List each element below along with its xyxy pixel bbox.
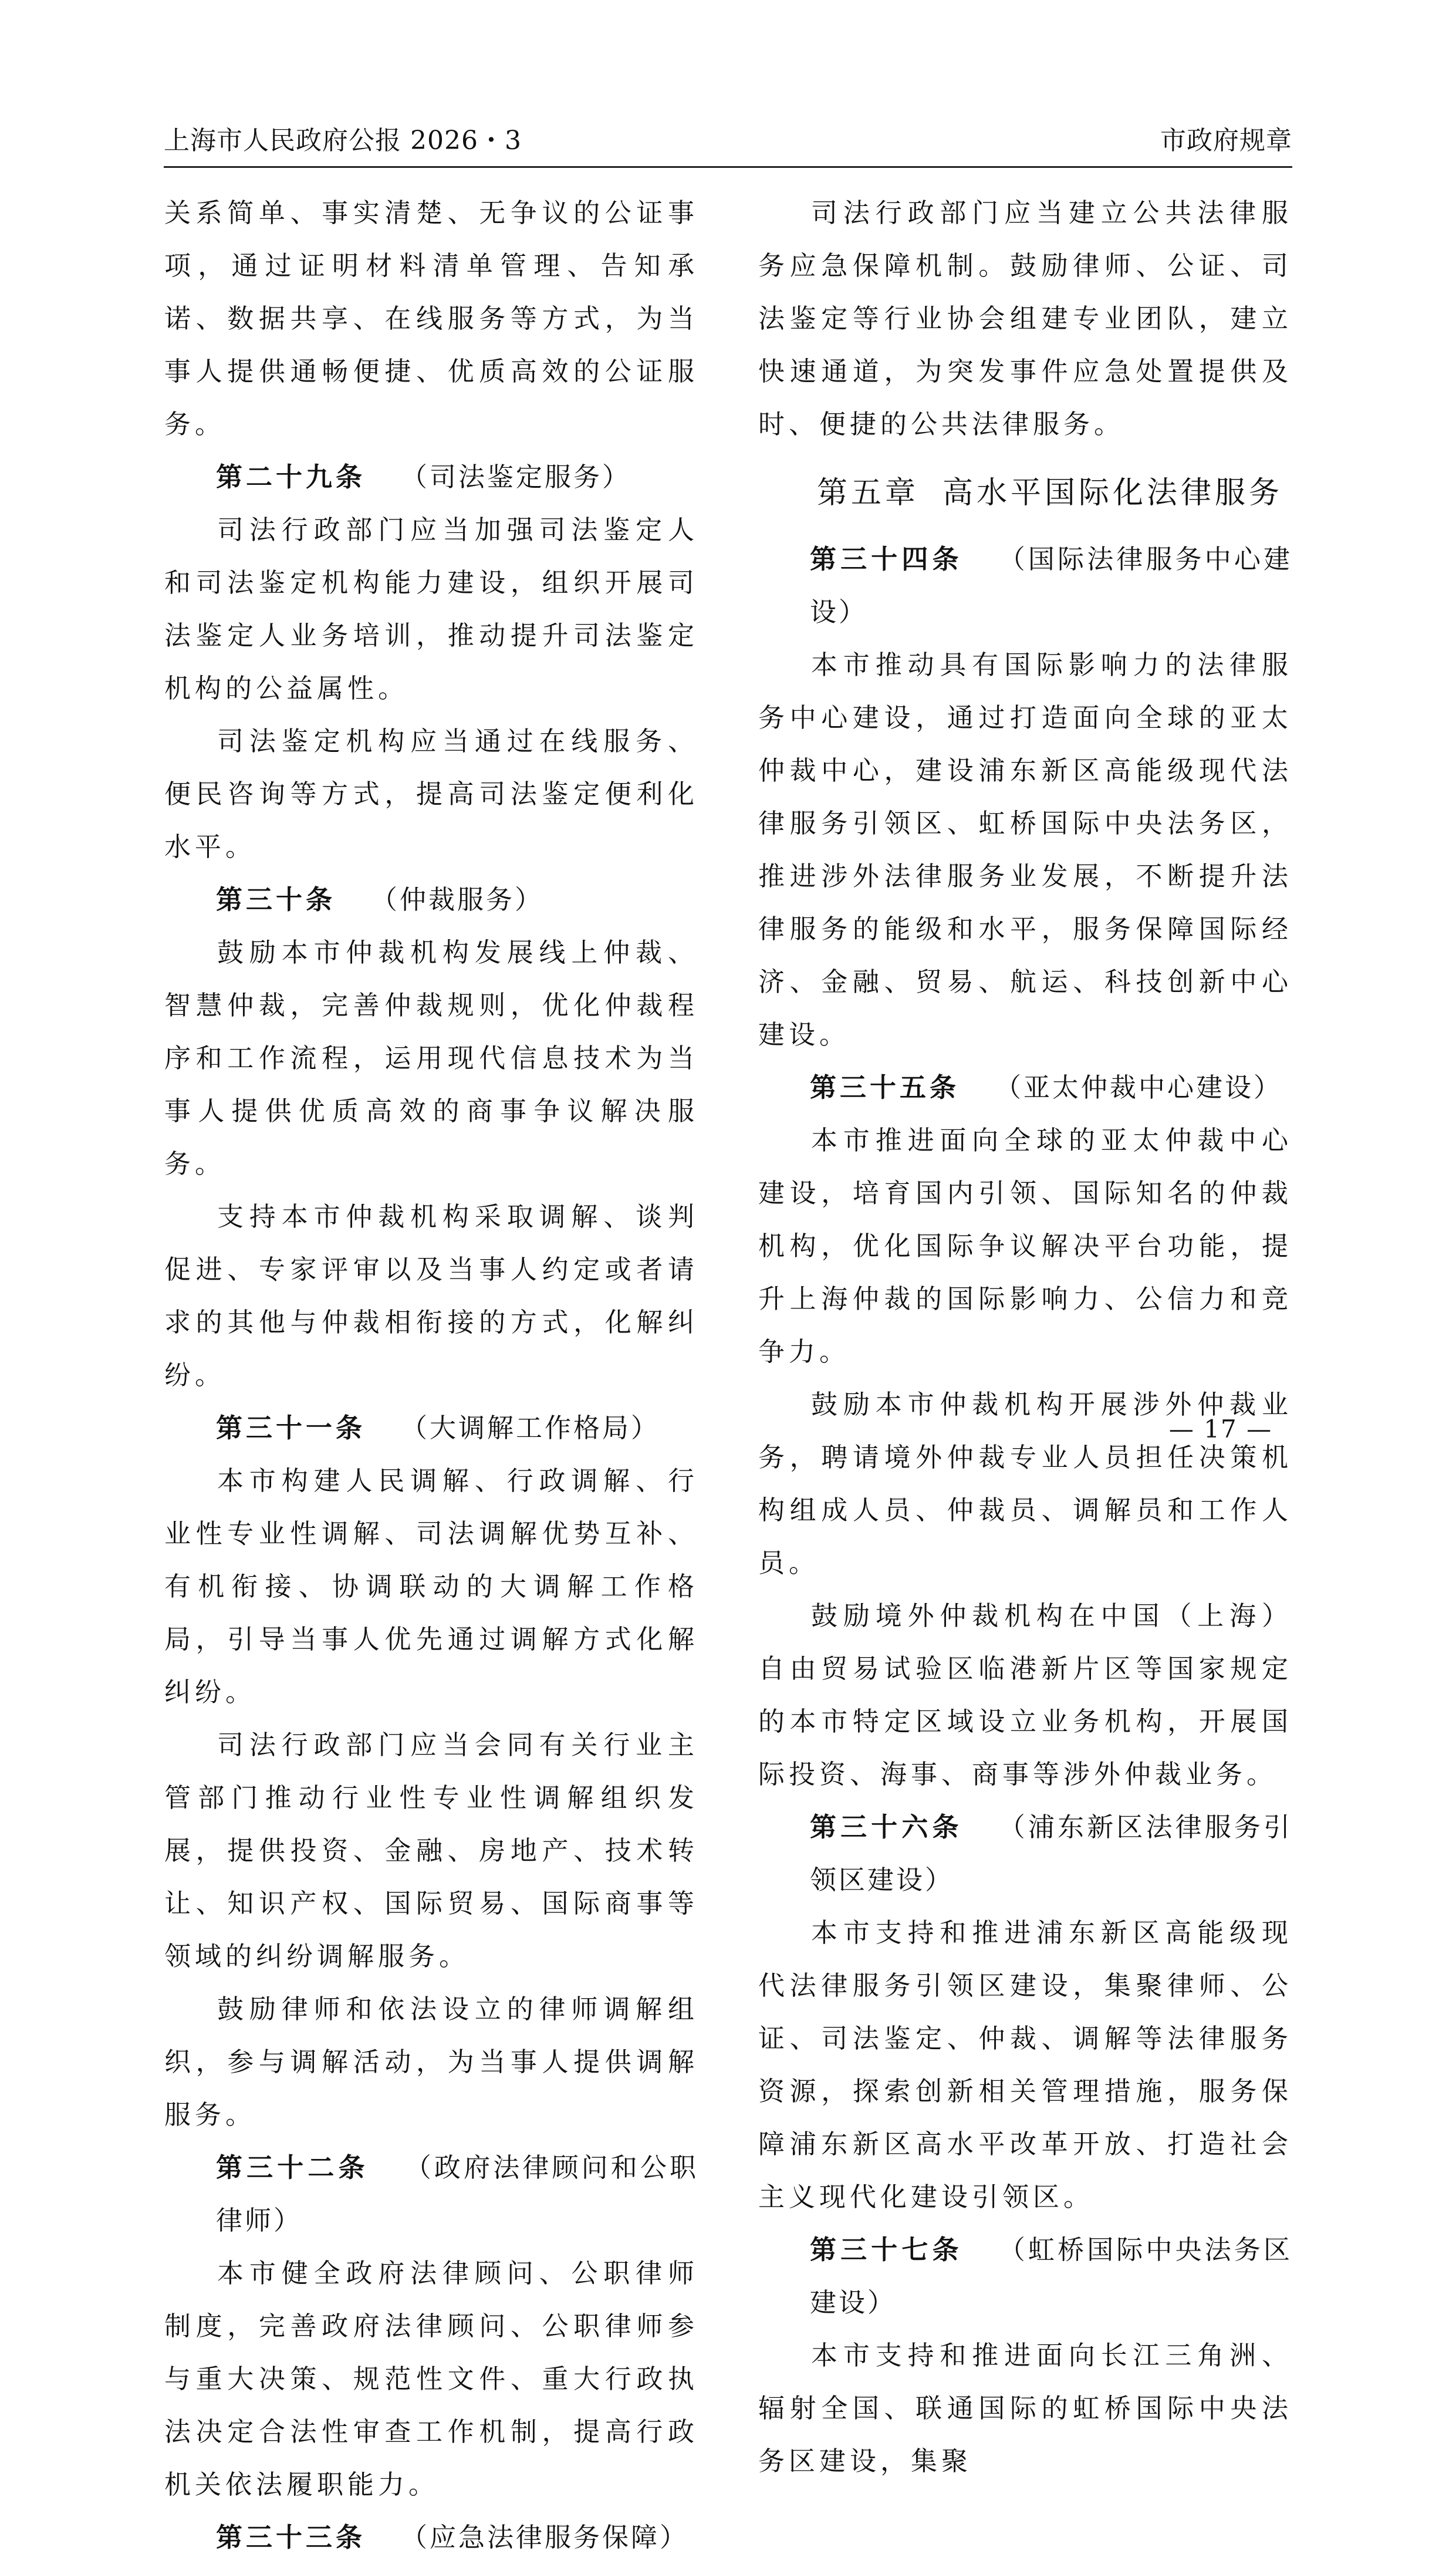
article-title: （大调解工作格局） <box>401 1412 660 1443</box>
article-title: （浦东新区法律服务引领区建设） <box>810 1811 1292 1895</box>
left-column <box>164 187 698 2564</box>
paragraph: 本市健全政府法律顾问、公职律师制度，完善政府法律顾问、公职律师参与重大决策、规范性文件、重大行政执法决定合法性审查工作机制，提高行政机关依法履职能力。 <box>164 2258 698 2500</box>
article-title: （仲裁服务） <box>371 884 544 915</box>
article-heading-36 <box>758 1801 1292 1907</box>
paragraph: 本市构建人民调解、行政调解、行业性专业性调解、司法调解优势互补、有机衔接、协调联动的大调解工作格局，引导当事人优先通过调解方式化解纠纷。 <box>164 1465 698 1708</box>
article-heading-37 <box>758 2224 1292 2329</box>
paragraph: 本市推进面向全球的亚太仲裁中心建设，培育国内引领、国际知名的仲裁机构，优化国际争议解决平台功能，提升上海仲裁的国际影响力、公信力和竞争力。 <box>758 1125 1292 1367</box>
chapter-heading <box>758 464 1292 522</box>
article-heading-34 <box>758 533 1292 639</box>
article-heading-31 <box>164 1402 698 1455</box>
article-heading-35 <box>758 1061 1292 1114</box>
paragraph: 支持本市仲裁机构采取调解、谈判促进、专家评审以及当事人约定或者请求的其他与仲裁相衔接的方式，化解纠纷。 <box>164 1201 698 1391</box>
article-title: （国际法律服务中心建设） <box>810 544 1292 627</box>
paragraph: 司法行政部门应当会同有关行业主管部门推动行业性专业性调解组织发展，提供投资、金融、房地产、技术转让、知识产权、国际贸易、国际商事等领域的纠纷调解服务。 <box>164 1729 698 1972</box>
right-column <box>758 187 1292 2488</box>
article-number: 第三十四条 <box>810 544 963 575</box>
paragraph: 本市支持和推进浦东新区高能级现代法律服务引领区建设，集聚律师、公证、司法鉴定、仲裁、调解等法律服务资源，探索创新相关管理措施，服务保障浦东新区高水平改革开放、打造社会主义现代化建设引领区。 <box>758 1917 1292 2212</box>
article-title: （司法鉴定服务） <box>401 461 631 492</box>
article-number: 第三十条 <box>216 884 336 915</box>
header-divider <box>164 166 1292 168</box>
article-heading-33 <box>164 2511 698 2564</box>
paragraph: 鼓励境外仲裁机构在中国（上海）自由贸易试验区临港新片区等国家规定的本市特定区域设立业务机构，开展国际投资、海事、商事等涉外仲裁业务。 <box>758 1600 1292 1790</box>
article-title: （亚太仲裁中心建设） <box>995 1072 1283 1103</box>
paragraph: 鼓励本市仲裁机构发展线上仲裁、智慧仲裁，完善仲裁规则，优化仲裁程序和工作流程，运用现代信息技术为当事人提供优质高效的商事争议解决服务。 <box>164 937 698 1179</box>
paragraph: 本市推动具有国际影响力的法律服务中心建设，通过打造面向全球的亚太仲裁中心，建设浦东新区高能级现代法律服务引领区、虹桥国际中央法务区，推进涉外法律服务业发展，不断提升法律服务的能级和水平，服务保障国际经济、金融、贸易、航运、科技创新中心建设。 <box>758 649 1292 1050</box>
article-title: （政府法律顾问和公职律师） <box>216 2152 698 2236</box>
article-number: 第三十五条 <box>810 1072 960 1103</box>
paragraph: 鼓励本市仲裁机构开展涉外仲裁业务，聘请境外仲裁专业人员担任决策机构组成人员、仲裁员、调解员和工作人员。 <box>758 1389 1292 1578</box>
article-number: 第三十七条 <box>810 2234 963 2265</box>
publication-title: 上海市人民政府公报 2026・3 <box>164 126 522 156</box>
article-heading-32 <box>164 2141 698 2247</box>
section-title: 市政府规章 <box>1160 126 1292 156</box>
article-number: 第三十三条 <box>216 2522 366 2553</box>
article-number: 第三十六条 <box>810 1811 963 1843</box>
paragraph: 司法鉴定机构应当通过在线服务、便民咨询等方式，提高司法鉴定便利化水平。 <box>164 726 698 862</box>
paragraph: 本市支持和推进面向长江三角洲、辐射全国、联通国际的虹桥国际中央法务区建设，集聚 <box>758 2340 1292 2477</box>
page-header <box>164 120 1292 167</box>
article-title: （虹桥国际中央法务区建设） <box>810 2234 1292 2318</box>
paragraph: 司法行政部门应当加强司法鉴定人和司法鉴定机构能力建设，组织开展司法鉴定人业务培训，推动提升司法鉴定机构的公益属性。 <box>164 514 698 704</box>
paragraph: 鼓励律师和依法设立的律师调解组织，参与调解活动，为当事人提供调解服务。 <box>164 1993 698 2130</box>
chapter-number: 第五章 <box>817 475 920 511</box>
article-number: 第三十二条 <box>216 2152 369 2183</box>
page-number: — 17 — <box>1168 1415 1273 1443</box>
article-number: 第三十一条 <box>216 1412 366 1443</box>
article-heading-29 <box>164 451 698 504</box>
article-title: （应急法律服务保障） <box>401 2522 689 2553</box>
article-heading-30 <box>164 873 698 926</box>
chapter-title: 高水平国际化法律服务 <box>942 475 1283 511</box>
paragraph: 关系简单、事实清楚、无争议的公证事项，通过证明材料清单管理、告知承诺、数据共享、在线服务等方式，为当事人提供通畅便捷、优质高效的公证服务。 <box>164 197 698 440</box>
article-number: 第二十九条 <box>216 461 366 492</box>
paragraph: 司法行政部门应当建立公共法律服务应急保障机制。鼓励律师、公证、司法鉴定等行业协会组建专业团队，建立快速通道，为突发事件应急处置提供及时、便捷的公共法律服务。 <box>758 197 1292 440</box>
